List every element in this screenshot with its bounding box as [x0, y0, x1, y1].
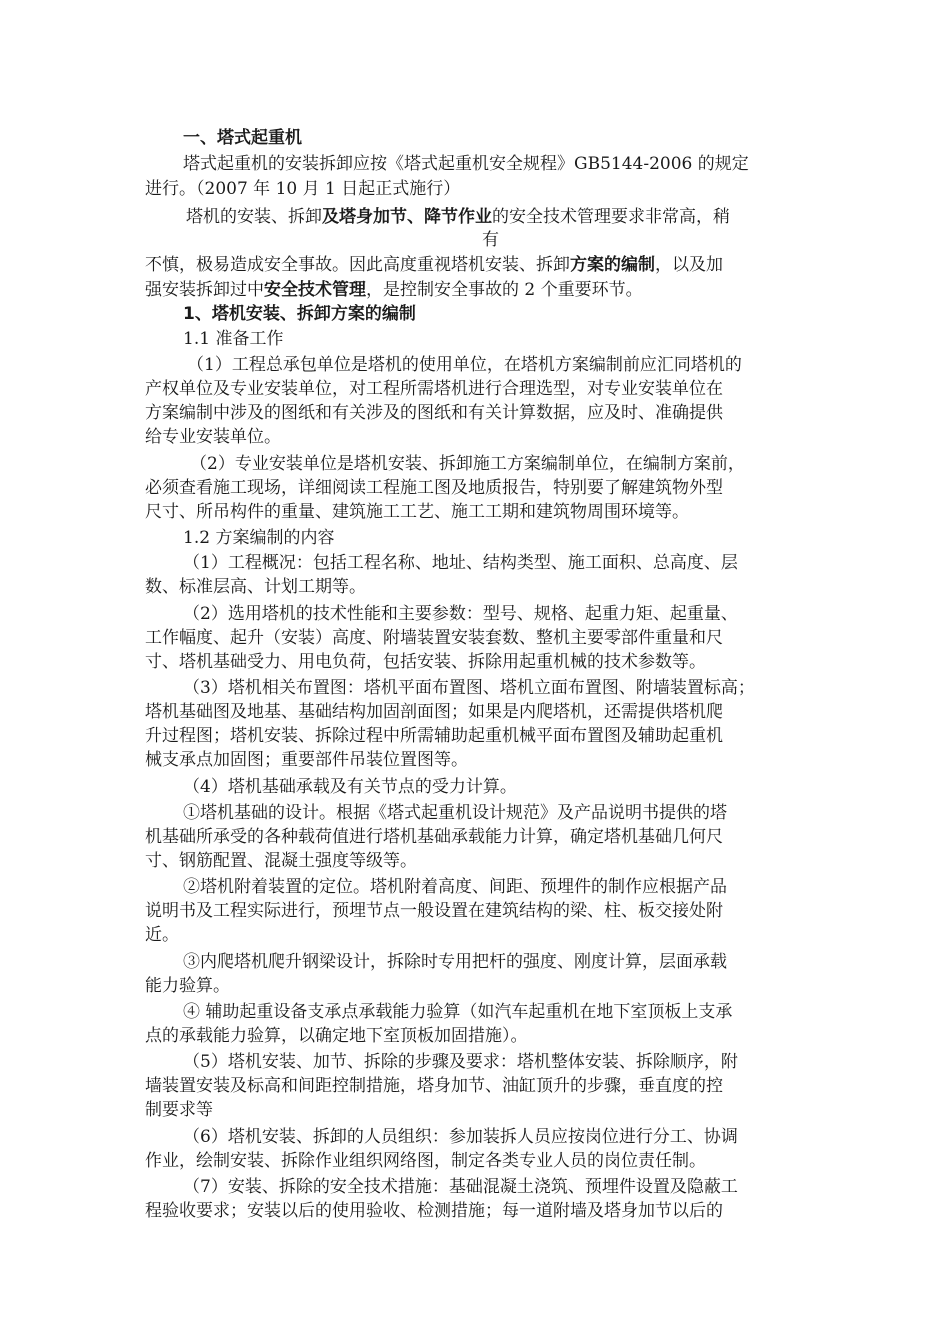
paragraph-line: （4）塔机基础承载及有关节点的受力计算。 [183, 777, 517, 797]
paragraph-line: ④ 辅助起重设备支承点承载能力验算（如汽车起重机在地下室顶板上支承 [183, 1002, 733, 1022]
paragraph-line: 点的承载能力验算，以确定地下室顶板加固措施）。 [145, 1026, 528, 1046]
paragraph-line: 升过程图；塔机安装、拆除过程中所需辅助起重机械平面布置图及辅助起重机 [145, 726, 723, 746]
paragraph-line: 工作幅度、起升（安装）高度、附墙装置安装套数、整机主要零部件重量和尺 [145, 628, 723, 648]
paragraph-line: 必须查看施工现场，详细阅读工程施工图及地质报告，特别要了解建筑物外型 [145, 478, 723, 498]
paragraph-line: 产权单位及专业安装单位，对工程所需塔机进行合理选型，对专业安装单位在 [145, 379, 723, 399]
paragraph-line: （3）塔机相关布置图：塔机平面布置图、塔机立面布置图、附墙装置标高； [183, 678, 755, 698]
paragraph-line: 尺寸、所吊构件的重量、建筑施工工艺、施工工期和建筑物周围环境等。 [145, 502, 689, 522]
paragraph-line: 作业，绘制安装、拆除作业组织网络图，制定各类专业人员的岗位责任制。 [145, 1151, 706, 1171]
paragraph-line: （5）塔机安装、加节、拆除的步骤及要求：塔机整体安装、拆除顺序，附 [183, 1052, 738, 1072]
heading-section-1-1: 1.1 准备工作 [183, 329, 284, 349]
text-run: 的安全技术管理要求非常高，稍 [492, 207, 730, 227]
paragraph-line: （6）塔机安装、拆卸的人员组织：参加装拆人员应按岗位进行分工、协调 [183, 1127, 738, 1147]
paragraph-line: 寸、钢筋配置、混凝土强度等级等。 [145, 851, 417, 871]
paragraph-line: 墙装置安装及标高和间距控制措施，塔身加节、油缸顶升的步骤，垂直度的控 [145, 1076, 723, 1096]
paragraph-line: 方案编制中涉及的图纸和有关涉及的图纸和有关计算数据，应及时、准确提供 [145, 403, 723, 423]
text-run: 不慎，极易造成安全事故。因此高度重视塔机安装、拆卸 [145, 255, 570, 275]
paragraph-line: 进行。（2007 年 10 月 1 日起正式施行） [145, 179, 461, 199]
paragraph-line [186, 205, 730, 229]
heading-section-1: 1、塔机安装、拆卸方案的编制 [183, 304, 416, 324]
paragraph-line: 有 [482, 230, 499, 250]
paragraph-line: 制要求等 [145, 1100, 213, 1120]
paragraph-line: 械支承点加固图；重要部件吊装位置图等。 [145, 750, 468, 770]
paragraph-line [145, 253, 723, 277]
text-run: 强安装拆卸过中 [145, 280, 264, 300]
heading-tower-crane: 一、塔式起重机 [183, 128, 302, 148]
heading-section-1-2: 1.2 方案编制的内容 [183, 528, 335, 548]
paragraph-line: 近。 [145, 925, 179, 945]
paragraph-line: 给专业安装单位。 [145, 427, 281, 447]
paragraph-line: 机基础所承受的各种载荷值进行塔机基础承载能力计算，确定塔机基础几何尺 [145, 827, 723, 847]
paragraph-line: ①塔机基础的设计。根据《塔式起重机设计规范》及产品说明书提供的塔 [183, 803, 727, 823]
paragraph-line: ②塔机附着装置的定位。塔机附着高度、间距、预埋件的制作应根据产品 [183, 877, 727, 897]
paragraph-line: 程验收要求；安装以后的使用验收、检测措施；每一道附墙及塔身加节以后的 [145, 1201, 723, 1221]
paragraph-line: （1）工程概况：包括工程名称、地址、结构类型、施工面积、总高度、层 [183, 553, 738, 573]
paragraph-line: 寸、塔机基础受力、用电负荷，包括安装、拆除用起重机械的技术参数等。 [145, 652, 706, 672]
text-run: ，是控制安全事故的 2 个重要环节。 [366, 280, 643, 300]
bold-run: 及塔身加节、降节作业 [322, 207, 492, 227]
paragraph-line: 说明书及工程实际进行，预埋节点一般设置在建筑结构的梁、柱、板交接处附 [145, 901, 723, 921]
paragraph-line: ③内爬塔机爬升钢梁设计，拆除时专用把杆的强度、刚度计算，层面承载 [183, 952, 727, 972]
paragraph-line: （1）工程总承包单位是塔机的使用单位，在塔机方案编制前应汇同塔机的 [187, 355, 742, 375]
paragraph-line: 塔式起重机的安装拆卸应按《塔式起重机安全规程》GB5144-2006 的规定 [183, 154, 749, 174]
paragraph-line: 塔机基础图及地基、基础结构加固剖面图；如果是内爬塔机，还需提供塔机爬 [145, 702, 723, 722]
text-run: 塔机的安装、拆卸 [186, 207, 322, 227]
text-run: ，以及加 [655, 255, 723, 275]
paragraph-line: （2）选用塔机的技术性能和主要参数：型号、规格、起重力矩、起重量、 [183, 604, 738, 624]
bold-run: 安全技术管理 [264, 280, 366, 300]
paragraph-line: 能力验算。 [145, 976, 230, 996]
paragraph-line: （7）安装、拆除的安全技术措施：基础混凝土浇筑、预埋件设置及隐蔽工 [183, 1177, 738, 1197]
paragraph-line: （2）专业安装单位是塔机安装、拆卸施工方案编制单位，在编制方案前， [190, 454, 745, 474]
paragraph-line [145, 278, 643, 302]
bold-run: 方案的编制 [570, 255, 655, 275]
paragraph-line: 数、标准层高、计划工期等。 [145, 577, 366, 597]
